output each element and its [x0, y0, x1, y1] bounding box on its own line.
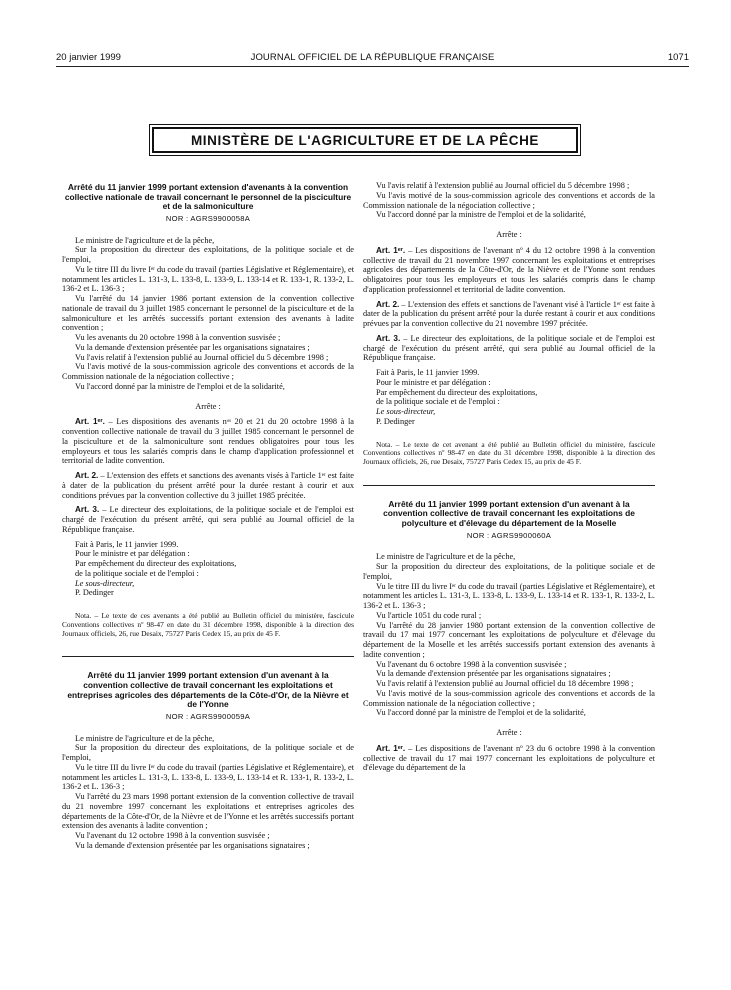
decree-1-visa: Vu l'arrêté du 14 janvier 1986 portant extension de la convention collective nationale de travail du 3 juillet 1985 concernant le personnel de la pisciculture et de la salmoniculture et les arrêtés successifs portant extension des avenants à ladite convention ;	[62, 294, 354, 333]
decree-2-visa: Vu l'avis motivé de la sous-commission agricole des conventions et accords de la Commission nationale de la négociation collective ;	[363, 190, 655, 210]
decree-2-visa: Vu l'avenant du 12 octobre 1998 à la convention susvisée ;	[75, 831, 270, 841]
decree-3-visa: Vu l'avenant du 6 octobre 1998 à la convention susvisée ;	[376, 659, 567, 669]
article-text: – Le directeur des exploitations, de la politique sociale et de l'emploi est chargé de l'exécution du présent arrêté, qui sera publié au Journal officiel de la République française.	[363, 333, 655, 363]
signature-title	[62, 579, 354, 589]
decree-1-title: Arrêté du 11 janvier 1999 portant extension d'avenants à la convention collective nationale de travail concernant le personnel de la pisciculture et de la salmoniculture	[64, 183, 352, 212]
article-label: Art. 3.	[75, 505, 100, 515]
signature-line: de la politique sociale et de l'emploi :	[75, 568, 199, 578]
decree-3-visa: Vu l'arrêté du 28 janvier 1980 portant extension de la convention collective de travail du 17 mai 1977 concernant les exploitations de polyculture et d'élevage du département de la Moselle et les arrêtés successifs portant extension des avenants à ladite convention ;	[363, 620, 655, 659]
decree-1-note: Nota. – Le texte de ces avenants a été publié au Bulletin officiel du ministère, fascicule Conventions collectives nº 98-47 en date du 31 décembre 1998, disponible à la direction des Journaux officiels, 26, rue Desaix, 75727 Paris Cedex 15, au prix de 45 F.	[62, 611, 354, 638]
decree-2-visa: Vu le titre III du livre Iᵉʳ du code du travail (parties Législative et Réglementaire), et notamment les articles L. 131-3, L. 133-8, L. 133-9, L. 133-14 et R. 133-1, R. 133-2, L. 136-2 et L. 136-3 ;	[62, 762, 354, 792]
decree-1-visa: Vu les avenants du 20 octobre 1998 à la convention susvisée ;	[75, 333, 281, 343]
decree-1-article	[62, 471, 354, 500]
header-date: 20 janvier 1999	[56, 52, 121, 63]
article-text: – Les dispositions de l'avenant nº 23 du 6 octobre 1998 à la convention collective de travail du 17 mai 1977 concernant les exploitations de polyculture et d'élevage du département de la	[363, 743, 655, 773]
article-text: – L'extension des effets et sanctions des avenants visés à l'article 1ᵉʳ est faite à dater de la publication du présent arrêté pour la durée restant à courir et aux conditions prévues par la convention collective du 3 juillet 1985 précitée.	[62, 471, 354, 500]
decree-2-title: Arrêté du 11 janvier 1999 portant extension d'un avenant à la convention collective de travail concernant les exploitations et entreprises agricoles des départements de la Côte-d'Or, de la Nièvre et de l'Yonne	[67, 670, 349, 710]
decree-1-visa: Sur la proposition du directeur des exploitations, de la politique sociale et de l'emploi,	[62, 245, 354, 265]
article-text: – Les dispositions de l'avenant nº 4 du 12 octobre 1998 à la convention collective de travail du 21 novembre 1997 concernant les exploitations et entreprises agricoles des départements de la Côte-d'Or, de la Nièvre et de l'Yonne sont rendues obligatoires pour tous les employeurs et tous les salariés compris dans le champ d'application professionnel et territorial de ladite convention.	[363, 245, 655, 294]
page-header	[56, 52, 689, 67]
signature-role: Le sous-directeur,	[376, 407, 436, 416]
article-label: Art. 2.	[75, 471, 99, 481]
header-page-number: 1071	[667, 52, 689, 63]
decree-2-visa: Vu la demande d'extension présentée par les organisations signataires ;	[75, 840, 310, 850]
decree-2-arrete: Arrête :	[496, 230, 522, 239]
decree-2-visa: Le ministre de l'agriculture et de la pêche,	[75, 733, 215, 743]
section-divider	[363, 485, 655, 486]
decree-3-nor: NOR : AGRS9900060A	[466, 530, 552, 540]
signature-line: Par empêchement du directeur des exploitations,	[376, 387, 538, 397]
decree-1-article	[62, 505, 354, 534]
signature-line: de la politique sociale et de l'emploi :	[376, 397, 500, 407]
decree-3-visa: Vu l'avis relatif à l'extension publié au Journal officiel du 18 décembre 1998 ;	[376, 679, 634, 689]
right-column	[363, 181, 655, 981]
decree-2-date-line: Fait à Paris, le 11 janvier 1999.	[376, 368, 480, 377]
article-label: Art. 2.	[376, 299, 400, 309]
decree-3-visa: Vu l'avis motivé de la sous-commission agricole des conventions et accords de la Commission nationale de la négociation collective ;	[363, 688, 655, 708]
decree-1-visa: Vu l'avis motivé de la sous-commission agricole des conventions et accords de la Commission nationale de la négociation collective ;	[62, 362, 354, 382]
decree-1-visa: Le ministre de l'agriculture et de la pêche,	[75, 235, 215, 245]
decree-3-article	[363, 744, 655, 773]
article-text: – Les dispositions des avenants nᵒˢ 20 et 21 du 20 octobre 1998 à la convention collective nationale de travail du 3 juillet 1985 concernant le personnel de la pisciculture et de la salmoniculture sont rendues obligatoires pour tous les employeurs et tous les salariés compris dans le champ d'application professionnel et territorial de ladite convention.	[62, 417, 354, 466]
article-text: – L'extension des effets et sanctions de l'avenant visé à l'article 1ᵉʳ est faite à dater de la publication du présent arrêté pour la durée restant à courir et aux conditions prévues par la convention collective du 21 novembre 1997 précitée.	[363, 299, 655, 328]
signature-title	[363, 407, 655, 417]
decree-3-visa: Vu le titre III du livre Iᵉʳ du code du travail (parties Législative et Réglementaire), et notamment les articles L. 131-3, L. 133-8, L. 133-9, L. 133-14 et R. 133-1, R. 133-2, L. 136-2 et L. 136-3 ;	[363, 581, 655, 611]
article-label: Art. 1ᵉʳ.	[376, 743, 406, 753]
article-text: – Le directeur des exploitations, de la politique sociale et de l'emploi est chargé de l'exécution du présent arrêté, qui sera publié au Journal officiel de la République française.	[62, 505, 354, 534]
decree-2-nor: NOR : AGRS9900059A	[165, 711, 251, 721]
decree-1-arrete: Arrête :	[195, 401, 221, 411]
article-label: Art. 1ᵉʳ.	[376, 245, 406, 255]
header-journal-title: JOURNAL OFFICIEL DE LA RÉPUBLIQUE FRANÇAISE	[250, 52, 495, 63]
decree-2-article	[363, 246, 655, 295]
article-label: Art. 3.	[376, 333, 401, 343]
decree-2-note: Nota. – Le texte de cet avenant a été publié au Bulletin officiel du ministère, fascicule Conventions collectives nº 98-47 en date du 31 décembre 1998, disponible à la direction des Journaux officiels, 26, rue Desaix, 75727 Paris Cedex 15, au prix de 45 F.	[363, 439, 655, 467]
signature-name: P. Dedinger	[75, 588, 114, 598]
decree-1-date-line: Fait à Paris, le 11 janvier 1999.	[75, 539, 179, 549]
decree-1-visa: Vu l'accord donné par la ministre de l'emploi et de la solidarité,	[75, 381, 285, 391]
signature-line: Pour le ministre et par délégation :	[75, 549, 190, 559]
decree-2-article	[363, 300, 655, 329]
section-divider	[62, 656, 354, 657]
decree-1-nor: NOR : AGRS9900058A	[165, 213, 251, 223]
decree-1-visa: Vu l'avis relatif à l'extension publié au Journal officiel du 5 décembre 1998 ;	[75, 352, 329, 362]
decree-2-visa: Vu l'avis relatif à l'extension publié au Journal officiel du 5 décembre 1998 ;	[376, 181, 630, 190]
signature-line: Par empêchement du directeur des exploitations,	[75, 559, 237, 569]
decree-2-visa: Sur la proposition du directeur des exploitations, de la politique sociale et de l'emploi,	[62, 743, 354, 763]
decree-3-visa: Vu l'article 1051 du code rural ;	[376, 610, 482, 620]
signature-name: P. Dedinger	[376, 416, 415, 426]
signature-role: Le sous-directeur,	[75, 578, 135, 588]
decree-1-article	[62, 417, 354, 466]
decree-2-visa: Vu l'accord donné par la ministre de l'emploi et de la solidarité,	[376, 210, 586, 220]
decree-3-arrete: Arrête :	[496, 728, 522, 738]
article-label: Art. 1ᵉʳ.	[75, 417, 105, 427]
decree-2-article	[363, 334, 655, 363]
decree-1-visa: Vu la demande d'extension présentée par les organisations signataires ;	[75, 342, 310, 352]
ministry-heading: MINISTÈRE DE L'AGRICULTURE ET DE LA PÊCHE	[152, 127, 578, 153]
decree-2-visa: Vu l'arrêté du 23 mars 1998 portant extension de la convention collective de travail du 21 novembre 1997 concernant les exploitations et entreprises agricoles des départements de la Côte-d'Or, de la Nièvre et de l'Yonne et les arrêtés successifs portant extension des avenants à ladite convention ;	[62, 792, 354, 831]
decree-1-visa: Vu le titre III du livre Iᵉʳ du code du travail (parties Législative et Réglementaire), et notamment les articles L. 131-3, L. 133-8, L. 133-9, L. 133-14 et R. 133-1, R. 133-2, L. 136-2 et L. 136-3 ;	[62, 264, 354, 294]
decree-3-title: Arrêté du 11 janvier 1999 portant extension d'un avenant à la convention collective de travail concernant les exploitations de polyculture et d'élevage du département de la Moselle	[383, 498, 635, 529]
decree-3-visa: Vu l'accord donné par la ministre de l'emploi et de la solidarité,	[376, 708, 586, 718]
left-column	[62, 183, 354, 983]
decree-3-visa: Vu la demande d'extension présentée par les organisations signataires ;	[376, 669, 611, 679]
decree-3-visa: Le ministre de l'agriculture et de la pêche,	[376, 552, 516, 562]
signature-line: Pour le ministre et par délégation :	[376, 377, 491, 387]
decree-3-visa: Sur la proposition du directeur des exploitations, de la politique sociale et de l'emploi,	[363, 562, 655, 581]
